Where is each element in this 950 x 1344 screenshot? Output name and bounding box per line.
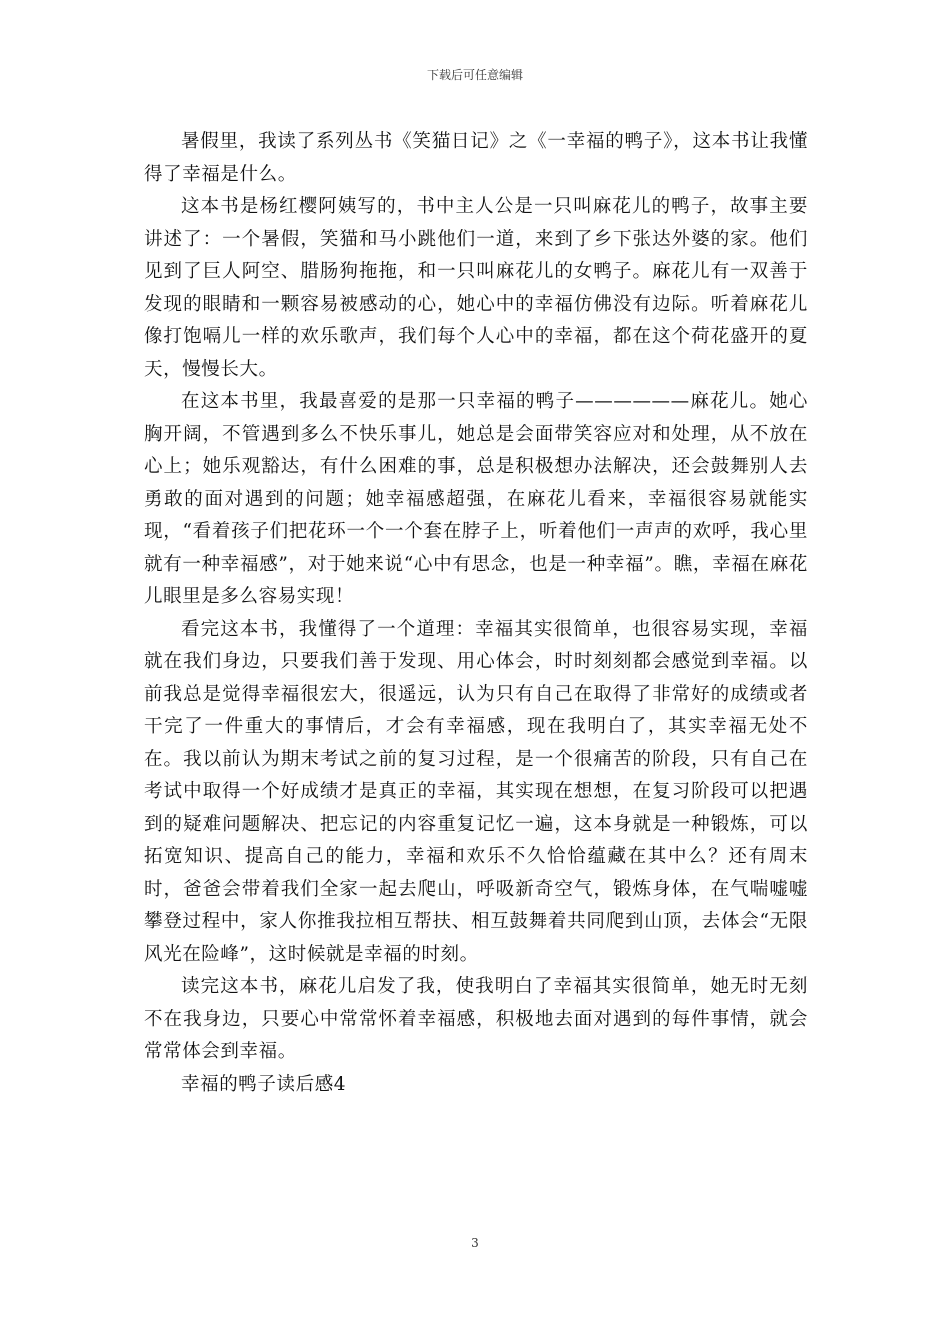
- page-header: 下载后可任意编辑: [426, 68, 523, 82]
- paragraph-5: 读完这本书，麻花儿启发了我，使我明白了幸福其实很简单，她无时无刻不在我身边，只要心中常常怀着幸福感，积极地去面对遇到的每件事情，就会常常体会到幸福。: [144, 976, 808, 1062]
- paragraph-4: 看完这本书，我懂得了一个道理：幸福其实很简单，也很容易实现，幸福就在我们身边，只要我们善于发现、用心体会，时时刻刻都会感觉到幸福。以前我总是觉得幸福很宏大，很遥远，认为只有自己在取得了非常好的成绩或者干完了一件重大的事情后，才会有幸福感，现在我明白了，其实幸福无处不在。我以前认为期末考试之前的复习过程，是一个很痛苦的阶段，只有自己在考试中取得一个好成绩才是真正的幸福，其实现在想想，在复习阶段可以把遇到的疑难问题解决、把忘记的内容重复记忆一遍，这本身就是一种锻炼，可以拓宽知识、提高自己的能力，幸福和欢乐不久恰恰蕴藏在其中么？还有周末时，爸爸会带着我们全家一起去爬山，呼吸新奇空气，锻炼身体，在气喘嘘嘘攀登过程中，家人你推我拉相互帮扶、相互鼓舞着共同爬到山顶，去体会“无限风光在险峰”，这时候就是幸福的时刻。: [144, 618, 808, 965]
- paragraph-1: 暑假里，我读了系列丛书《笑猫日记》之《一幸福的鸭子》，这本书让我懂得了幸福是什么。: [144, 131, 808, 185]
- paragraph-3: 在这本书里，我最喜爱的是那一只幸福的鸭子——————麻花儿。她心胸开阔，不管遇到多么不快乐事儿，她总是会面带笑容应对和处理，从不放在心上；她乐观豁达，有什么困难的事，总是积极想办法解决，还会鼓舞别人去勇敢的面对遇到的问题；她幸福感超强，在麻花儿看来，幸福很容易就能实现，“看着孩子们把花环一个一个套在脖子上，听着他们一声声的欢呼，我心里就有一种幸福感”，对于她来说“心中有思念，也是一种幸福”。瞧，幸福在麻花儿眼里是多么容易实现！: [144, 391, 808, 607]
- document-body: [144, 126, 808, 1101]
- section-heading: 幸福的鸭子读后感4: [181, 1073, 347, 1095]
- paragraph-2: 这本书是杨红樱阿姨写的，书中主人公是一只叫麻花儿的鸭子，故事主要讲述了：一个暑假，笑猫和马小跳他们一道，来到了乡下张达外婆的家。他们见到了巨人阿空、腊肠狗拖拖，和一只叫麻花儿的女鸭子。麻花儿有一双善于发现的眼睛和一颗容易被感动的心，她心中的幸福仿佛没有边际。听着麻花儿像打饱嗝儿一样的欢乐歌声，我们每个人心中的幸福，都在这个荷花盛开的夏天，慢慢长大。: [144, 196, 808, 380]
- page-number: 3: [471, 1236, 479, 1250]
